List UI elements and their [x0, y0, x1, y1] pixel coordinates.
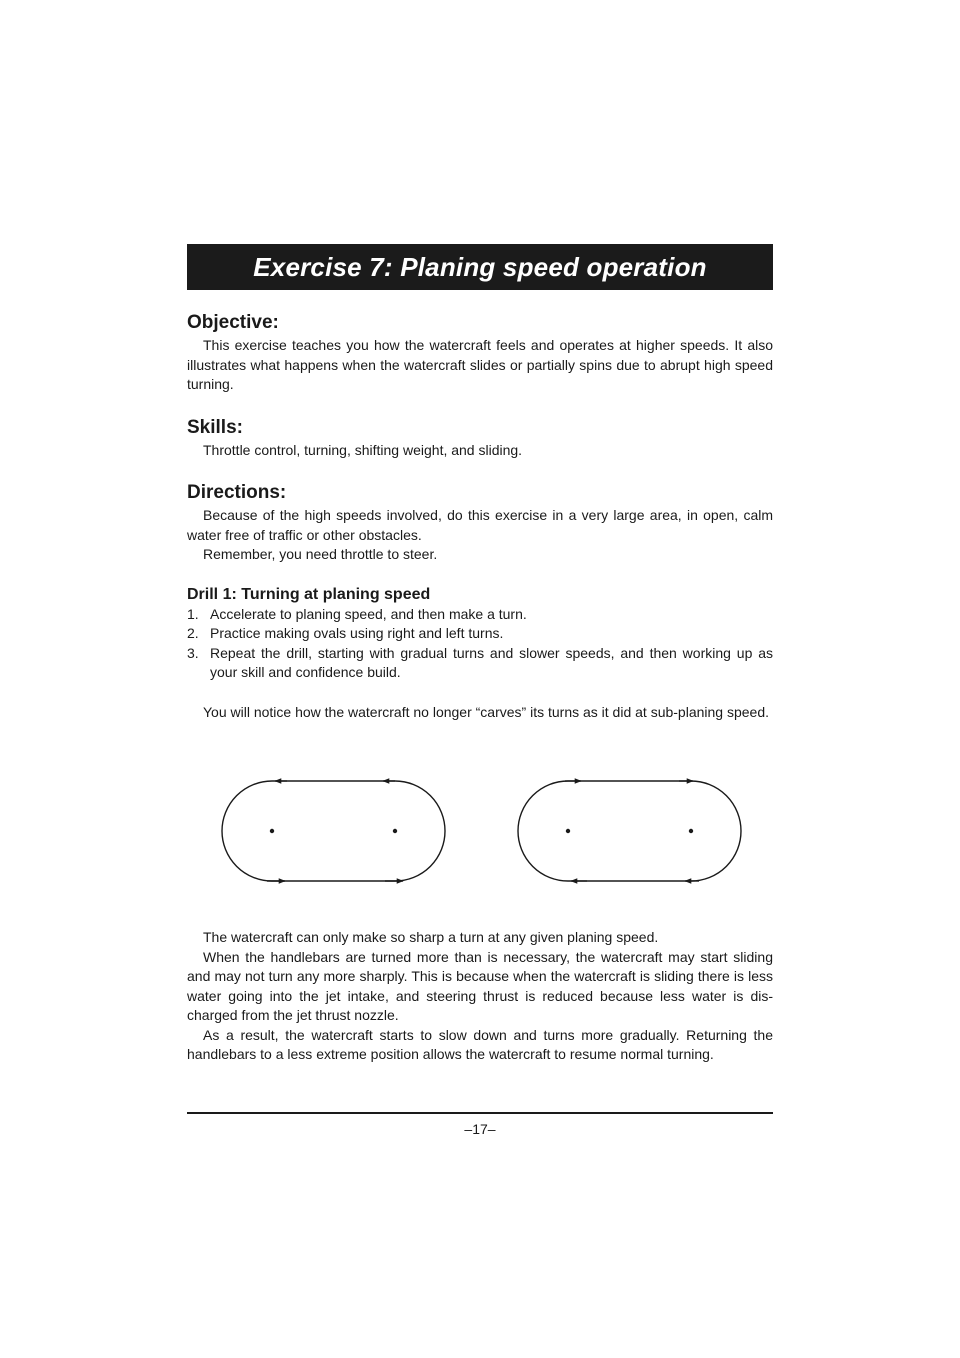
lower-content [187, 928, 773, 1065]
left-turn-oval [222, 781, 445, 881]
directions-para-1: Because of the high speeds involved, do this exercise in a very large area, in open, calm water free of traffic or other obstacles. [187, 507, 773, 543]
objective-text: This exercise teaches you how the watercraft feels and operates at higher speeds. It also illustrates what happens when the watercraft slides or partially spins due to abrupt high speed turning. [187, 337, 773, 392]
directions-heading: Directions: [187, 482, 287, 503]
lower-para-3: As a result, the watercraft starts to slow down and turns more gradually. Returning the handlebars to a less extreme position allows the watercraft to resume normal turning. [187, 1026, 773, 1062]
step-text: Repeat the drill, starting with gradual turns and slower speeds, and then working up as your skill and confidence build. [210, 644, 773, 680]
turn-center-dot [270, 829, 274, 833]
drill-steps [187, 605, 773, 683]
turn-center-dot [566, 829, 570, 833]
skills-text: Throttle control, turning, shifting weight, and sliding. [203, 441, 523, 458]
skills-heading: Skills: [187, 416, 243, 438]
right-turn-oval [518, 781, 741, 881]
step-number: 2. [187, 625, 199, 641]
footer-divider [187, 1112, 773, 1114]
list-item [187, 644, 773, 683]
drill-note: You will notice how the watercraft no longer “carves” its turns as it did at sub-planing speed. [203, 703, 770, 720]
list-item [187, 624, 773, 644]
lower-para-2: When the handlebars are turned more than is necessary, the watercraft may start sliding and may not turn any more sharply. This is because when the watercraft is sliding there is less water going into the jet intake, and steering thrust is reduced because less water is dis-charged from the jet thrust nozzle. [187, 948, 773, 1023]
turn-center-dot [689, 829, 693, 833]
list-item [187, 605, 773, 625]
objective-heading: Objective: [187, 312, 279, 333]
title-banner [187, 244, 773, 290]
page-number: –17– [464, 1121, 496, 1137]
page-title: Exercise 7: Planing speed operation [253, 251, 707, 282]
drill-heading: Drill 1: Turning at planing speed [187, 585, 431, 603]
lower-para-1: The watercraft can only make so sharp a turn at any given planing speed. [203, 929, 659, 945]
main-content [187, 310, 773, 722]
step-number: 3. [187, 644, 199, 661]
turn-center-dot [393, 829, 397, 833]
step-text: Practice making ovals using right and left turns. [210, 625, 504, 641]
directions-para-2: Remember, you need throttle to steer. [203, 546, 438, 562]
oval-turns-diagram [187, 770, 773, 895]
step-text: Accelerate to planing speed, and then make a turn. [210, 605, 527, 622]
step-number: 1. [187, 605, 199, 622]
